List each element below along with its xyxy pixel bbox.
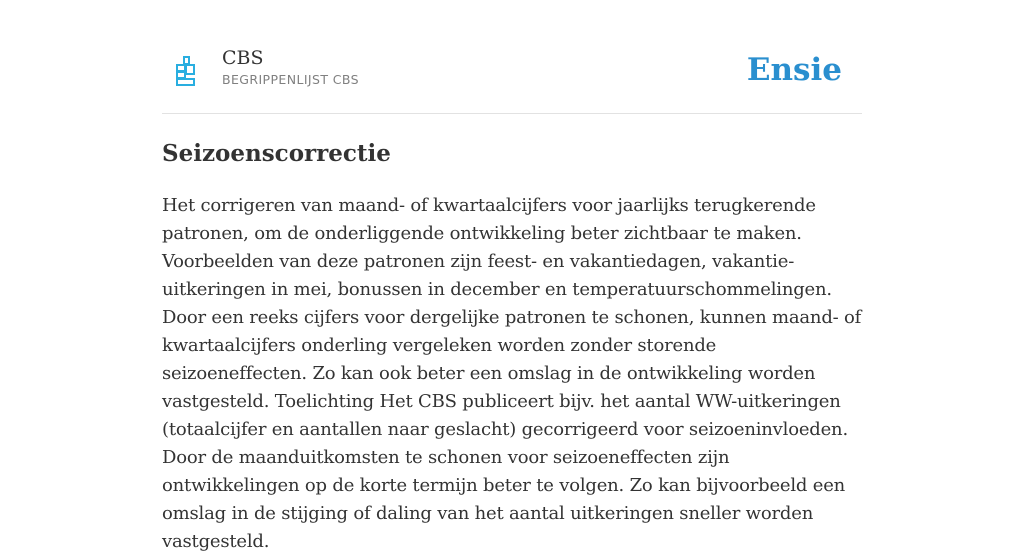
ensie-logo[interactable]: Ensie	[746, 52, 842, 88]
article-title: Seizoenscorrectie	[162, 140, 391, 167]
header	[162, 0, 862, 114]
brand-name[interactable]: CBS	[222, 47, 264, 69]
article-body: Het corrigeren van maand- of kwartaalcijfers voor jaarlijks terugkerende patronen, om de onderliggende ontwikkeling beter zichtbaar te maken. Voorbeelden van deze patronen zijn feest- en vakantiedagen, vakantie-uitkeringen in mei, bonussen in december en temperatuurschommelingen. Door een reeks cijfers voor dergelijke patronen te schonen, kunnen maand- of kwartaalcijfers onderling vergeleken worden zonder storende seizoeneffecten. Zo kan ook beter een omslag in de ontwikkeling worden vastgesteld. Toelichting Het CBS publiceert bijv. het aantal WW-uitkeringen (totaalcijfer en aantallen naar geslacht) gecorrigeerd voor seizoeninvloeden. Door de maanduitkomsten te schonen voor seizoeneffecten zijn ontwikkelingen op de korte termijn beter te volgen. Zo kan bijvoorbeeld een omslag in de stijging of daling van het aantal uitkeringen sneller worden vastgesteld.	[162, 195, 862, 552]
brand	[222, 46, 359, 87]
cbs-logo-icon[interactable]	[176, 56, 196, 86]
definition-card	[162, 0, 862, 556]
brand-subtitle[interactable]: BEGRIPPENLIJST CBS	[222, 72, 359, 87]
